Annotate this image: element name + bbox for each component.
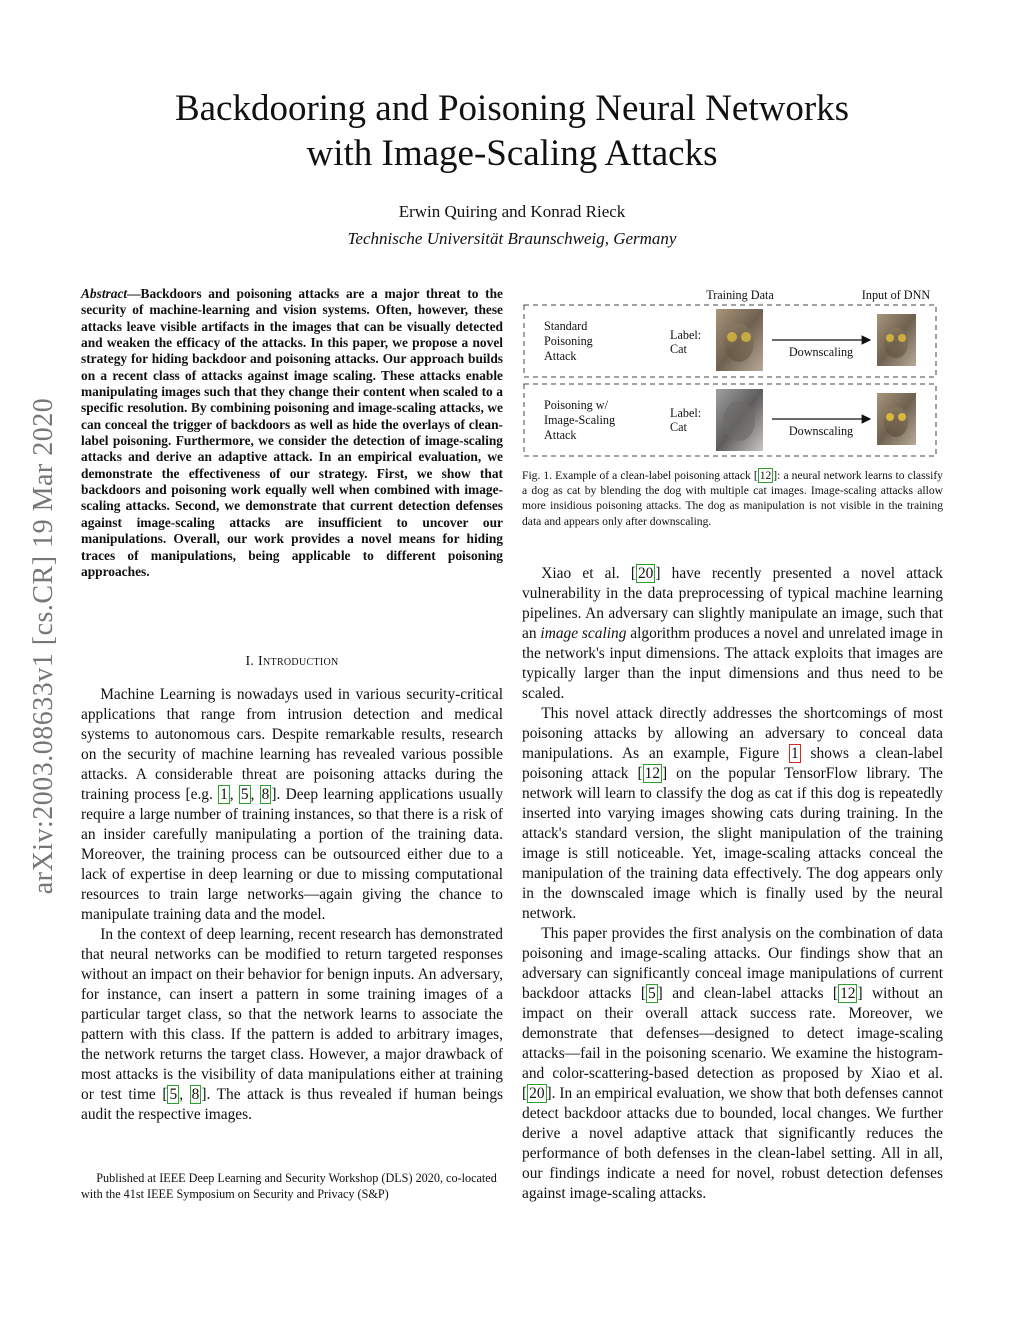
title-line-1: Backdooring and Poisoning Neural Networks (174, 88, 850, 129)
row-1-class-label: Label: (670, 328, 702, 342)
body-text: This paper provides the first analysis on the combination of data poisoning and image-scaling attacks. Our findings show that an adversary can significantly conceal image manipulations of current backdoor attacks [ (522, 925, 943, 1002)
dnn-input-image-1 (877, 314, 916, 366)
emphasis-image-scaling: image scaling (540, 625, 627, 642)
right-paragraph-2 (522, 704, 943, 924)
citation-link[interactable]: 12 (840, 985, 856, 1002)
section-title: Introduction (258, 654, 339, 669)
citation-link[interactable]: 5 (240, 786, 249, 803)
caption-text: ]: a neural network learns to classify a dog as cat by blending the dog with multiple cat images. Image-scaling attacks allow more insidious poisoning attacks. The dog as manipulation is not visible in the training data and appears only after downscaling. (522, 469, 943, 528)
citation-link[interactable]: 5 (647, 985, 656, 1002)
arxiv-sidebar (22, 346, 66, 946)
arxiv-id: arXiv:2003.08633v1 [cs.CR] 19 Mar 2020 (28, 397, 59, 895)
training-image-2 (716, 389, 763, 451)
training-image-1 (716, 309, 763, 371)
body-text: algorithm produces a novel and unrelated image in the network's input dimensions. The attack exploits that images are typically larger than the input dimensions and thus need to be scaled. (522, 625, 944, 702)
citation-link[interactable]: 12 (644, 765, 661, 782)
introduction-body (81, 685, 503, 1125)
abstract (81, 286, 503, 580)
abstract-text: —Backdoors and poisoning attacks are a major threat to the security of machine-learning and vision systems. Often, however, these attacks leave visible artifacts in the images that can be visually detected and weaken the efficacy of the attacks. In this paper, we propose a novel strategy for hiding backdoor and poisoning attacks. Our approach builds on a recent class of attacks against image scaling. These attacks enable manipulating images such that they change their content when scaled to a specific resolution. By combining poisoning and image-scaling attacks, we can conceal the trigger of backdoors as well as hide the overlays of clean-label poisoning. Furthermore, we consider the detection of image-scaling attacks and derive an adaptive attack. In an empirical evaluation, we demonstrate the effectiveness of our strategy. First, we show that backdoors and poisoning work equally well when combined with image-scaling attacks. Second, we demonstrate that current detection defenses against image-scaling attacks are insufficient to uncover our manipulations. Overall, our work provides a novel means for hiding traces of manipulations, being applicable to different poisoning approaches. (81, 286, 503, 579)
row-1-label-line-3: Attack (544, 349, 577, 363)
right-column-body (522, 564, 943, 1204)
body-text: ] without an impact on their overall attack success rate. Moreover, we demonstrate that defenses—designed to detect image-scaling attacks—fail in the poisoning scenario. We examine the histogram- and color-scattering-based detection as proposed by Xiao et al. [ (522, 985, 943, 1102)
title-line-2: with Image-Scaling Attacks (306, 133, 718, 174)
row-1-label-line-1: Standard (544, 319, 588, 333)
figure-caption (522, 468, 943, 529)
row-2-label-line-3: Attack (544, 428, 577, 442)
row-1-label-line-2: Poisoning (544, 334, 593, 348)
dnn-input-image-2 (877, 393, 916, 445)
body-text: ] and clean-label attacks [ (657, 985, 839, 1002)
row-1-arrow-label: Downscaling (788, 345, 854, 359)
body-text: ]. In an empirical evaluation, we show that both defenses cannot detect backdoor attacks due to bounded, local changes. We further derive a novel adaptive attack that significantly reduces the performance of both defenses in the clean-label setting. All in all, our findings indicate a need for novel, robust detection defenses against image-scaling attacks. (522, 1085, 943, 1202)
abstract-label: Abstract (81, 286, 128, 301)
citation-link[interactable]: 8 (261, 786, 270, 803)
intro-paragraph-1: Machine Learning is nowadays used in various security-critical applications that range from intrusion detection and medical systems to autonomous cars. Despite remarkable results, research on the security of machine learning has revealed various possible attacks. A considerable threat are poisoning attacks during the training process [e.g. 1 , 5 , 8 ]. Deep learning applications usually require a large number of training instances, so that there is a risk of an insider carefully manipulating a portion of the training data. Moreover, the training process can be outsourced either due to a lack of expertise in deep learning or due to missing computational resources to train large networks—again giving the chance to manipulate training data and the model. (81, 686, 504, 923)
section-heading-introduction (81, 654, 503, 670)
body-text: This novel attack directly addresses the shortcomings of most poisoning attacks by allowing an adversary to conceal data manipulations. As an example, Figure (522, 705, 943, 762)
row-1-class-value: Cat (670, 342, 687, 356)
body-text: Xiao et al. [ (541, 565, 636, 582)
section-number: I. (245, 654, 255, 669)
row-2-class-label: Label: (670, 406, 702, 420)
intro-text: In the context of deep learning, recent research has demonstrated that neural networks can be modified to return targeted responses without an impact on their behavior for benign inputs. An adversary, for instance, can insert a pattern in some training images of a particular target class, so that the network learns to associate the pattern with this class. If the pattern is added to arbitrary images, the network returns the target class. However, a major drawback of most attacks is the visibility of data manipulations either at training or test time [ (81, 926, 503, 1103)
body-text: ] on the popular TensorFlow library. The network will learn to classify the dog as cat if this dog is repeatedly inserted into varying images showing cats during training. In the attack's standard version, the slight manipulation of the training image is still noticeable. Yet, image-scaling attacks conceal the manipulation of the training data effectively. The dog appears only in the downscaled image which is finally used by the neural network. (522, 765, 944, 922)
affiliation: Technische Universität Braunschweig, Germany (347, 229, 677, 248)
figure-col-training: Training Data (706, 288, 774, 302)
intro-text: Deep learning applications usually require a large number of training instances, so that there is a risk of an insider carefully manipulating a portion of the training data. Moreover, the training process can be outsourced either due to a lack of expertise in deep learning or due to missing computational resources to train large networks—again giving the chance to manipulate training data and the model. (81, 786, 504, 923)
paper-title (80, 86, 944, 176)
citation-link[interactable]: 20 (637, 565, 654, 582)
intro-text: Machine Learning is nowadays used in various security-critical applications that range from intrusion detection and medical systems to autonomous cars. Despite remarkable results, research on the security of machine learning has revealed various possible attacks. A considerable threat are poisoning attacks during the training process [e.g. (81, 686, 503, 803)
intro-text: ]. The attack is thus revealed if human beings audit the respective images. (81, 1086, 504, 1123)
figure-1 (522, 283, 944, 463)
right-paragraph-1 (522, 564, 943, 704)
figure-col-input: Input of DNN (861, 288, 931, 302)
intro-paragraph-2: In the context of deep learning, recent research has demonstrated that neural networks can be modified to return targeted responses without an impact on their behavior for benign inputs. An adversary, for instance, can insert a pattern in some training images of a particular target class, so that the network learns to associate the pattern with this class. If the pattern is added to arbitrary images, the network returns the target class. However, a major drawback of most attacks is the visibility of data manipulations either at training or test time [ 5 , 8 ]. The attack is thus revealed if human beings audit the respective images. (81, 926, 504, 1123)
citation-link[interactable]: 1 (220, 786, 228, 803)
citation-link[interactable]: 8 (191, 1086, 200, 1103)
citation-link[interactable]: 20 (529, 1085, 545, 1102)
row-2-arrow-label: Downscaling (788, 424, 854, 438)
footnote: Published at IEEE Deep Learning and Security Workshop (DLS) 2020, co-located with the 41st IEEE Symposium on Security and Privacy (S&P) (81, 1171, 497, 1201)
body-text: shows a clean-label poisoning attack [ (522, 745, 943, 782)
row-2-label-line-1: Poisoning w/ (544, 398, 608, 412)
figure-diagram (522, 283, 944, 463)
body-text: ] have recently presented a novel attack vulnerability in the data preprocessing of typical machine learning pipelines. An adversary can slightly manipulate an image, such that an (522, 565, 943, 642)
figure-ref-link[interactable]: 1 (791, 745, 799, 762)
right-paragraph-3 (522, 924, 943, 1204)
row-2-class-value: Cat (670, 420, 687, 434)
citation-link[interactable]: 12 (759, 469, 772, 482)
citation-link[interactable]: 5 (169, 1086, 178, 1103)
caption-text: Fig. 1. Example of a clean-label poisoning attack [ (522, 469, 758, 482)
row-2-label-line-2: Image-Scaling (544, 413, 616, 427)
authors: Erwin Quiring and Konrad Rieck (398, 202, 626, 221)
